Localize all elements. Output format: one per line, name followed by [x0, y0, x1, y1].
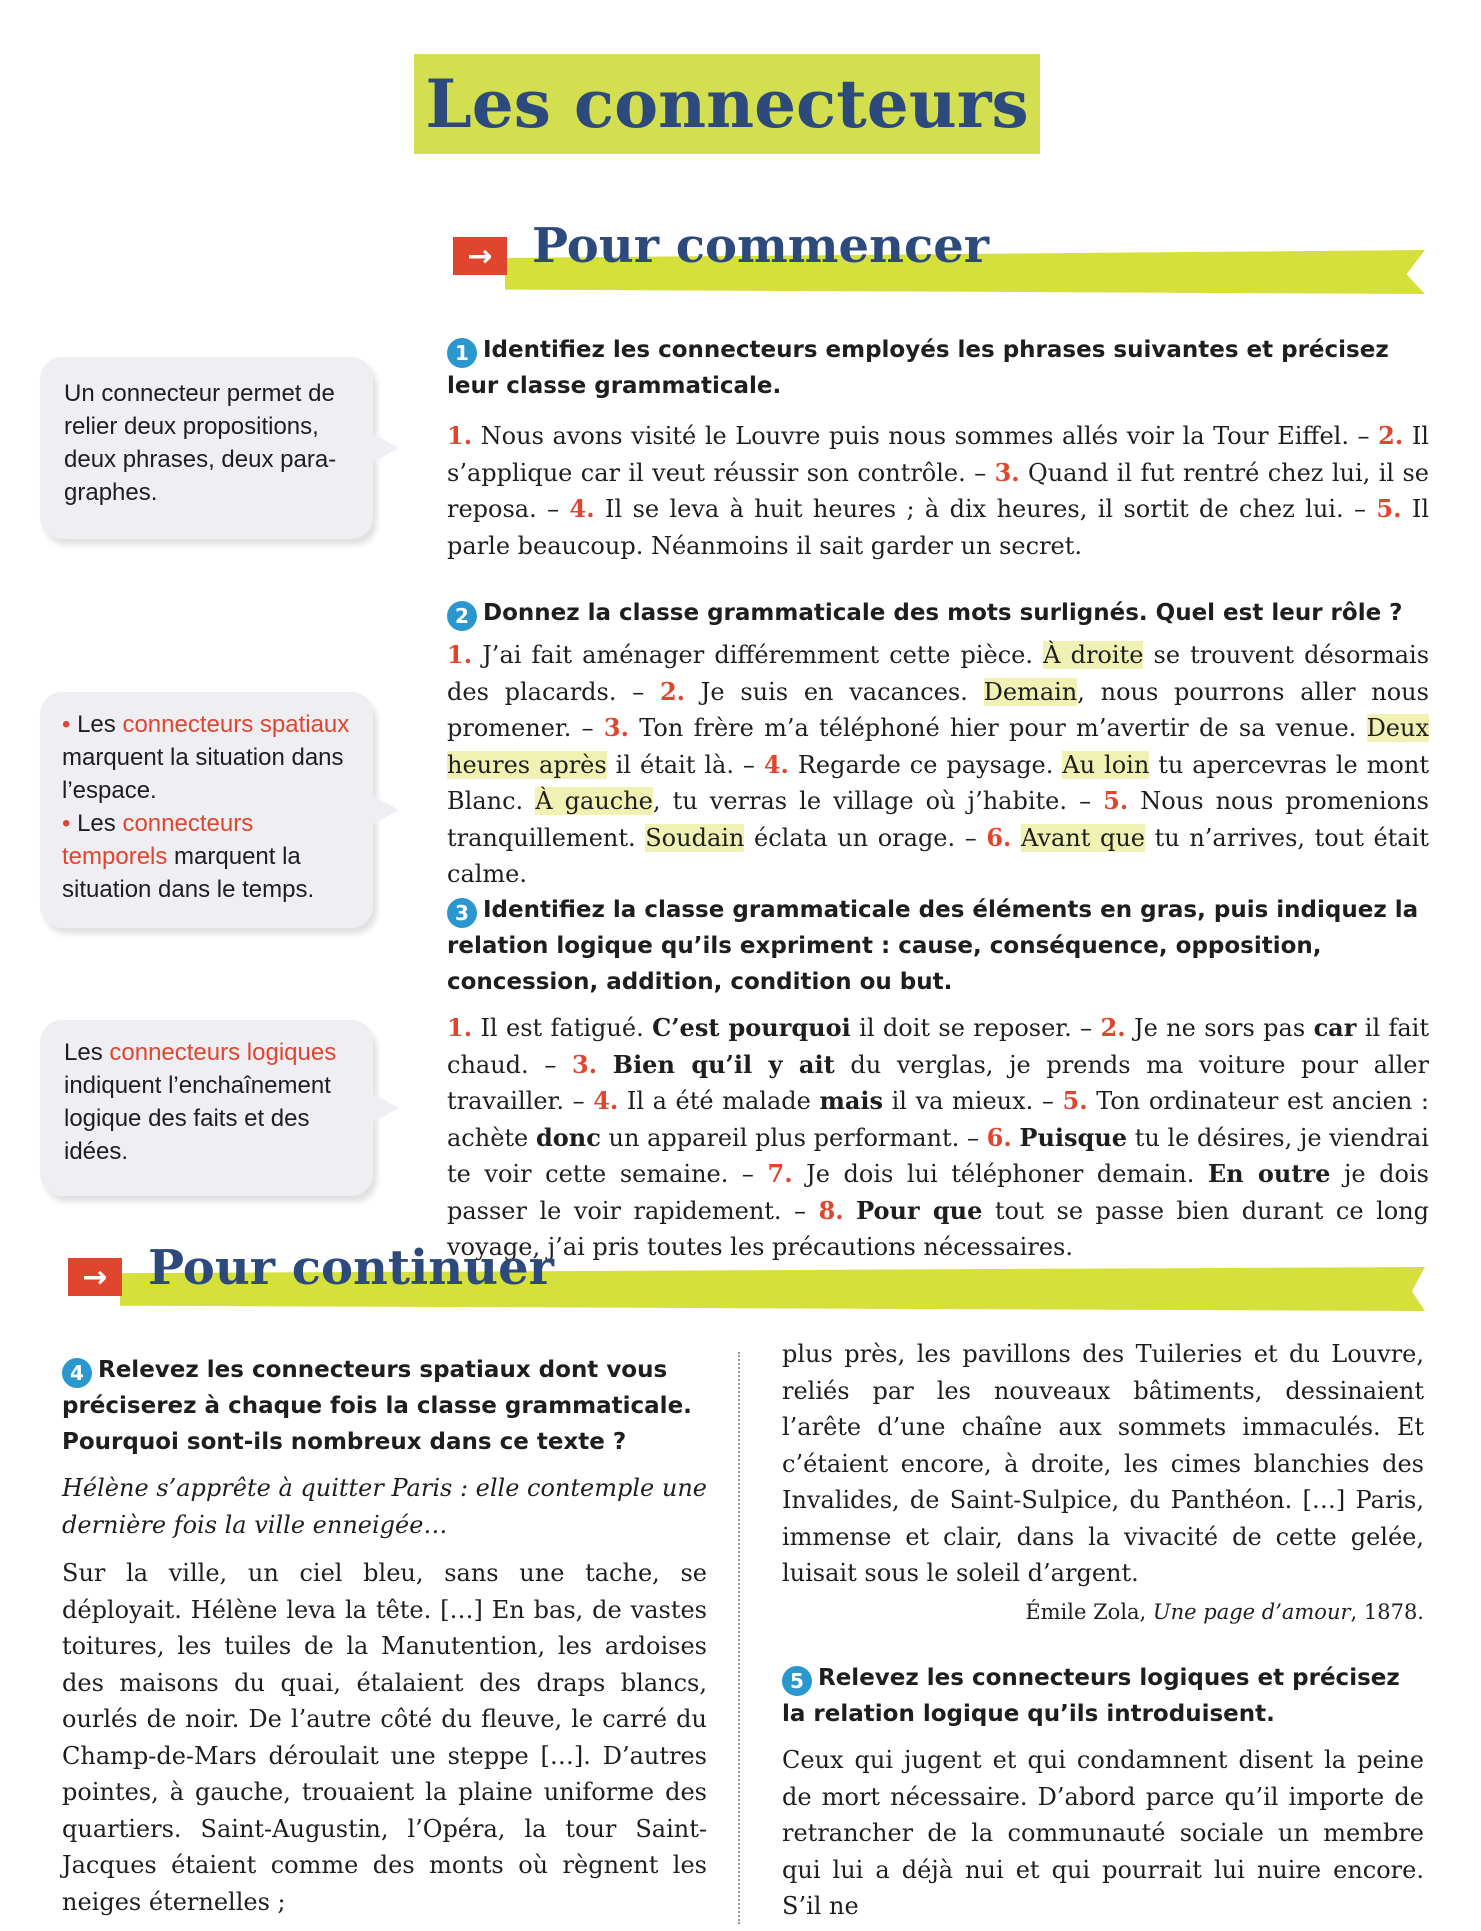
- bullet-icon: •: [62, 711, 71, 738]
- highlight: Demain: [983, 677, 1078, 706]
- term-logiques: connecteurs logiques: [109, 1039, 337, 1066]
- exercise-1-heading: 1 Identifiez les connecteurs employés les phrases suivantes et précisez leur classe grammaticale.: [447, 337, 1389, 399]
- arrow-icon: →: [453, 237, 507, 275]
- exercise-4-source: Émile Zola, Une page d’amour, 1878.: [1025, 1599, 1424, 1624]
- exercise-2-text: 1. J’ai fait aménager différemment cette pièce. À droite se trouvent désormais des placards. – 2. Je suis en vacances. Demain, nous pourrons aller nous promener. – 3. Ton frère m’a téléphoné hier pour m’avertir de sa venue. Deux heures après il était là. – 4. Regarde ce paysage. Au loin tu apercevras le mont Blanc. À gauche, tu verras le village où j’habite. – 5. Nous nous promenions tranquillement. Soudain éclata un orage. – 6. Avant que tu n’arrives, tout était calme.: [447, 640, 1430, 888]
- note-text: Un connecteur permet de relier deux propositions, deux phrases, deux paragraphes.: [64, 380, 337, 506]
- exercise-5: [782, 1660, 1424, 1925]
- note-connecteur-definition: [40, 357, 373, 539]
- highlight: Avant que: [1021, 823, 1145, 852]
- column-divider: [738, 1352, 740, 1924]
- exercise-3-heading: 3 Identifiez la classe grammaticale des éléments en gras, puis indiquez la relation logique qu’ils expriment : cause, conséquence, opposition, concession, addition, condition ou but.: [447, 897, 1419, 995]
- note-spatiaux: • Les connecteurs spatiaux marquent la situation dans l’espace.: [62, 711, 350, 804]
- term-spatiaux: connecteurs spatiaux: [122, 711, 350, 738]
- exercise-2: [447, 595, 1429, 893]
- exercise-5-heading: 5 Relevez les connecteurs logiques et précisez la relation logique qu’ils introduisent.: [782, 1665, 1400, 1727]
- highlight: À gauche: [535, 787, 653, 815]
- arrow-icon: →: [68, 1258, 122, 1296]
- exercise-4-text-right: plus près, les pavillons des Tuileries et du Louvre, reliés par les nouveaux bâtiments, dessinaient l’arête d’une chaîne aux sommets immaculés. Et c’étaient encore, à droite, les cimes blanchies des Invalides, de Saint-Sulpice, du Panthéon. […] Paris, immense et clair, dans la vivacité de cette gelée, luisait sous le soleil d’argent.: [782, 1340, 1424, 1587]
- exercise-2-heading: 2 Donnez la classe grammaticale des mots surlignés. Quel est leur rôle ?: [447, 595, 1429, 631]
- highlight: Soudain: [645, 823, 745, 852]
- exercise-4-intro: Hélène s’apprête à quitter Paris : elle contemple une dernière fois la ville enneigée…: [62, 1474, 707, 1539]
- exercise-4-continued: [782, 1336, 1424, 1624]
- bullet-icon: •: [62, 810, 71, 837]
- title-banner: [414, 54, 1040, 154]
- exercise-5-text: Ceux qui jugent et qui condamnent disent la peine de mort nécessaire. D’abord parce qu’il importe de retrancher de la communauté sociale un membre qui lui a déjà nui et qui pourrait lui nuire encore. S’il ne: [782, 1746, 1424, 1920]
- exercise-number-badge: 1: [447, 338, 477, 368]
- exercise-4-heading: 4 Relevez les connecteurs spatiaux dont vous préciserez à chaque fois la classe grammaticale. Pourquoi sont-ils nombreux dans ce texte ?: [62, 1357, 692, 1455]
- note-connecteurs-logiques: Les connecteurs logiques indiquent l’enchaînement logique des faits et des idées.: [40, 1020, 373, 1196]
- highlight: Au loin: [1062, 750, 1150, 779]
- term-temporels: connecteurs temporels: [62, 810, 254, 870]
- note-temporels: • Les connecteurs temporels marquent la situation dans le temps.: [62, 810, 315, 903]
- exercise-1: [447, 332, 1429, 564]
- section-title-continuer: Pour continuer: [148, 1240, 554, 1296]
- exercise-number-badge: 3: [447, 898, 477, 928]
- exercise-number-badge: 4: [62, 1358, 92, 1388]
- highlight: Deux heures après: [447, 714, 1429, 779]
- exercise-4: [62, 1352, 707, 1920]
- section-title-commencer: Pour commencer: [532, 218, 990, 274]
- exercise-3-text: 1. Il est fatigué. C’est pourquoi il doit se reposer. – 2. Je ne sors pas car il fait chaud. – 3. Bien qu’il y ait du verglas, je prends ma voiture pour aller travailler. – 4. Il a été malade mais il va mieux. – 5. Ton ordinateur est ancien : achète donc un appareil plus performant. – 6. Puisque tu le désires, je viendrai te voir cette semaine. – 7. Je dois lui téléphoner demain. En outre je dois passer le voir rapidement. – 8. Pour que tout se passe bien durant ce long voyage, j’ai pris toutes les précautions nécessaires.: [447, 1013, 1430, 1261]
- exercise-number-badge: 2: [447, 601, 477, 631]
- note-connecteurs-spatiaux-temporels: [40, 692, 373, 928]
- exercise-number-badge: 5: [782, 1666, 812, 1696]
- exercise-4-text-left: Sur la ville, un ciel bleu, sans une tache, se déployait. Hélène leva la tête. […] En bas, de vastes toitures, les tuiles de la Manutention, les ardoises des maisons du quai, étalaient des draps blancs, ourlés de noir. De l’autre côté du fleuve, le carré du Champ-de-Mars déroulait une steppe […]. D’autres pointes, à gauche, trouaient la plaine uniforme des quartiers. Saint-Augustin, l’Opéra, la tour Saint-Jacques étaient comme des monts où règnent les neiges éternelles ;: [62, 1559, 707, 1916]
- highlight: À droite: [1043, 641, 1144, 669]
- exercise-1-text: 1. Nous avons visité le Louvre puis nous sommes allés voir la Tour Eiffel. – 2. Il s’applique car il veut réussir son contrôle. – 3. Quand il fut rentré chez lui, il se reposa. – 4. Il se leva à huit heures ; à dix heures, il sortit de chez lui. – 5. Il parle beaucoup. Néanmoins il sait garder un secret.: [447, 421, 1430, 560]
- page-title: Les connecteurs: [425, 65, 1029, 143]
- exercise-3: [447, 892, 1429, 1266]
